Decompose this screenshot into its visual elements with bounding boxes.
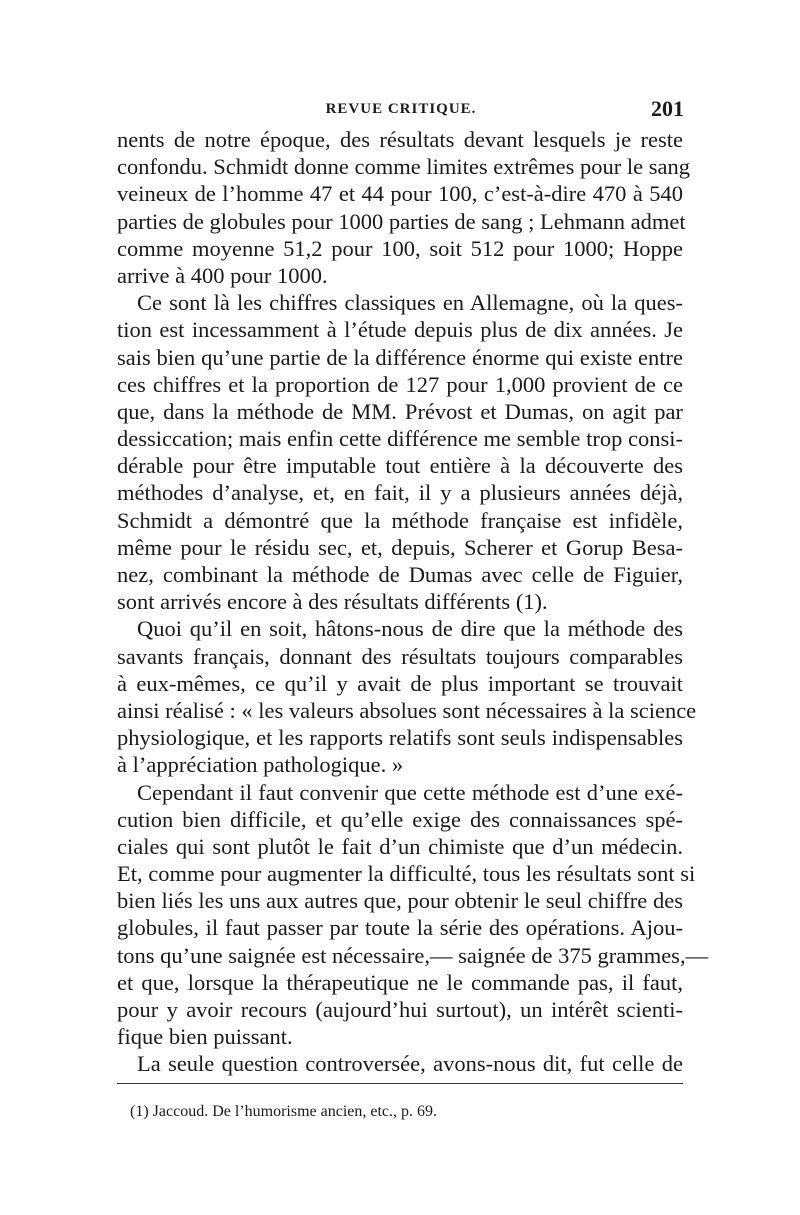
text-line: et que, lorsque la thérapeutique ne le commande pas, il faut, [117,969,683,995]
text-line: nents de notre époque, des résultats devant lesquels je reste [117,127,683,152]
text-line: dessiccation; mais enfin cette différence me semble trop consi- [117,426,683,452]
footnote-rule [117,1083,683,1084]
text-line: parties de globules pour 1000 parties de sang ; Lehmann admet [117,208,686,234]
text-line: nez, combinant la méthode de Dumas avec celle de Figuier, [117,562,683,587]
text-line: même pour le résidu sec, et, depuis, Scherer et Gorup Besa- [117,534,683,560]
text-line: physiologique, et les rapports relatifs sont seuls indispensables [117,725,683,751]
text-line: Schmidt a démontré que la méthode française est infidèle, [117,507,683,533]
text-line: ainsi réalisé : « les valeurs absolues sont nécessaires à la science [117,697,697,723]
text-line: Quoi qu’il en soit, hâtons-nous de dire que la méthode des [137,616,683,642]
page-number: 201 [651,96,684,121]
text-line: sais bien qu’une partie de la différence énorme qui existe entre [117,344,683,370]
text-line: La seule question controversée, avons-nous dit, fut celle de [137,1051,683,1077]
text-line: ciales qui sont plutôt le fait d’un chimiste que d’un médecin. [117,833,683,859]
running-head [118,96,684,122]
text-line: bien liés les uns aux autres que, pour obtenir le seul chiffre des [117,888,683,914]
text-line: pour y avoir recours (aujourd’hui surtout), un intérêt scienti- [117,997,683,1022]
footnote: (1) Jaccoud. De l’humorisme ancien, etc., p. 69. [130,1103,438,1120]
text-line: Et, comme pour augmenter la difficulté, tous les résultats sont si [117,861,696,887]
text-line: à l’appréciation pathologique. » [117,752,404,778]
text-line: veineux de l’homme 47 et 44 pour 100, c’est-à-dire 470 à 540 [117,181,683,207]
text-line: fique bien puissant. [117,1024,293,1050]
running-title: REVUE CRITIQUE. [325,101,477,117]
text-line: comme moyenne 51,2 pour 100, soit 512 pour 1000; Hoppe [117,235,683,261]
text-line: ces chiffres et la proportion de 127 pour 1,000 provient de ce [117,371,683,397]
text-line: tons qu’une saignée est nécessaire,— saignée de 375 grammes,— [117,942,709,968]
text-line: savants français, donnant des résultats toujours comparables [117,643,683,669]
text-line: dérable pour être imputable tout entière à la découverte des [117,453,683,479]
text-line: sont arrivés encore à des résultats différents (1). [117,589,548,615]
text-line: arrive à 400 pour 1000. [117,262,328,288]
text-line: méthodes d’analyse, et, en fait, il y a plusieurs années déjà, [117,480,683,506]
text-line: cution bien difficile, et qu’elle exige des connaissances spé- [117,806,683,832]
text-line: à eux-mêmes, ce qu’il y avait de plus important se trouvait [117,670,683,696]
text-line: Cependant il faut convenir que cette méthode est d’une exé- [137,779,683,805]
text-line: globules, il faut passer par toute la série des opérations. Ajou- [117,915,683,941]
text-line: tion est incessamment à l’étude depuis plus de dix années. Je [117,317,683,343]
text-line: que, dans la méthode de MM. Prévost et Dumas, on agit par [117,398,683,424]
text-line: confondu. Schmidt donne comme limites extrêmes pour le sang [117,154,691,180]
text-line: Ce sont là les chiffres classiques en Allemagne, où la ques- [137,290,683,316]
body-text [117,126,709,1078]
